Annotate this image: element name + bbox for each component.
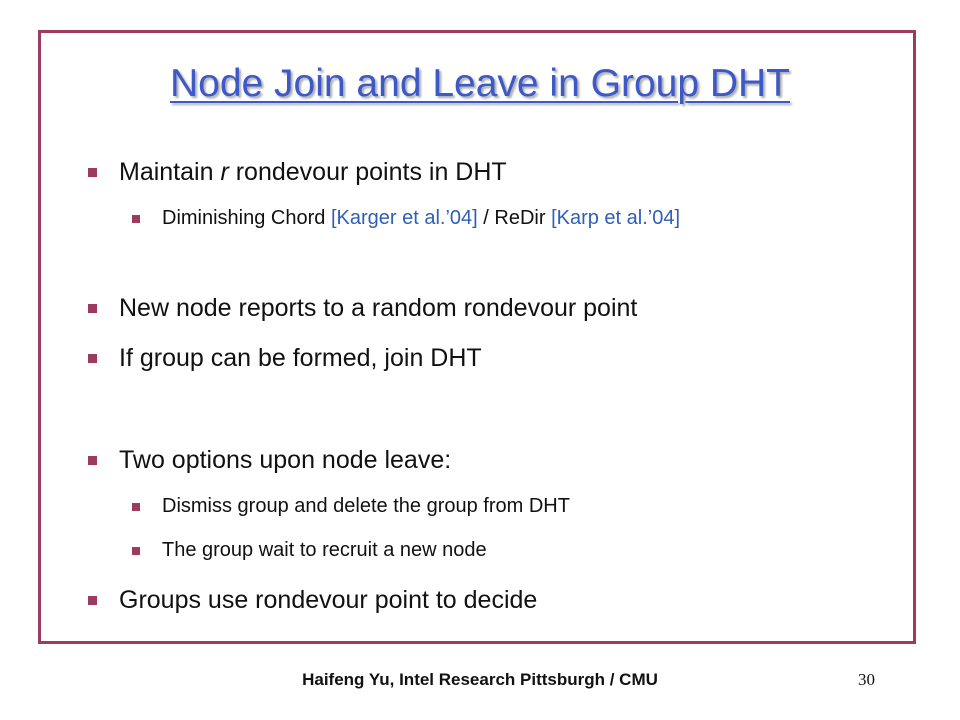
- text-segment: rondevour points in DHT: [228, 158, 507, 186]
- sub-bullet-item: [132, 539, 487, 562]
- slide-footer: Haifeng Yu, Intel Research Pittsburgh / CMU: [302, 670, 658, 689]
- citation: [Karp et al.’04]: [551, 207, 681, 229]
- bullet-item: [88, 294, 637, 323]
- bullet-item: [88, 446, 451, 475]
- square-bullet-icon: [132, 503, 140, 511]
- slide-title: Node Join and Leave in Group DHT: [169, 62, 791, 105]
- square-bullet-icon: [88, 596, 97, 605]
- citation: [Karger et al.’04]: [330, 207, 478, 229]
- sub-bullet-item: [132, 495, 570, 518]
- bullet-text: [119, 158, 507, 186]
- bullet-text: Two options upon node leave:: [119, 446, 452, 474]
- italic-variable: r: [220, 158, 229, 186]
- square-bullet-icon: [88, 456, 97, 465]
- sub-bullet-item: [132, 207, 680, 230]
- text-segment: Diminishing Chord: [162, 207, 331, 229]
- page-number: 30: [858, 670, 875, 689]
- square-bullet-icon: [88, 168, 97, 177]
- text-segment: Maintain: [119, 158, 221, 186]
- bullet-item: [88, 158, 507, 187]
- bullet-text: The group wait to recruit a new node: [162, 539, 487, 561]
- square-bullet-icon: [132, 215, 140, 223]
- square-bullet-icon: [88, 354, 97, 363]
- bullet-text: Dismiss group and delete the group from DHT: [162, 495, 570, 517]
- text-segment: / ReDir: [477, 207, 552, 229]
- bullet-item: [88, 344, 482, 373]
- bullet-item: [88, 586, 537, 615]
- bullet-text: New node reports to a random rondevour point: [119, 294, 638, 322]
- square-bullet-icon: [88, 304, 97, 313]
- bullet-text: [162, 207, 680, 229]
- bullet-text: If group can be formed, join DHT: [119, 344, 482, 372]
- bullet-text: Groups use rondevour point to decide: [119, 586, 538, 614]
- square-bullet-icon: [132, 547, 140, 555]
